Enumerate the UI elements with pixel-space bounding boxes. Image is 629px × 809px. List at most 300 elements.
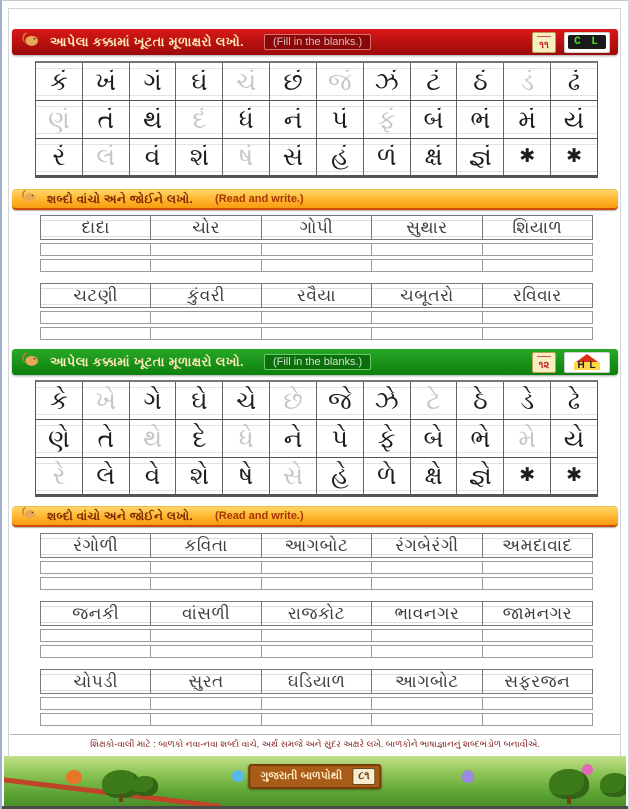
word-label: વાંસળી: [182, 603, 231, 623]
letter-grid-anusvara: [35, 61, 598, 178]
writing-line[interactable]: [40, 561, 593, 574]
printed-letter: ણે: [48, 424, 70, 453]
trace-letter: ચં: [236, 67, 257, 96]
printed-letter: ળે: [376, 462, 397, 490]
word-box: [41, 284, 151, 307]
trace-letter: છે: [283, 386, 303, 415]
letter-cell: [504, 382, 551, 419]
letter-cell: [130, 382, 177, 419]
letter-cell: [270, 420, 317, 457]
letter-cell: [83, 63, 130, 100]
letter-cell: [457, 420, 504, 457]
writing-segment[interactable]: [41, 562, 151, 573]
writing-segment[interactable]: [262, 312, 372, 323]
writing-segment[interactable]: [151, 312, 261, 323]
writing-line[interactable]: [40, 629, 593, 642]
writing-segment[interactable]: [151, 646, 261, 657]
writing-segment[interactable]: [151, 562, 261, 573]
letter-cell: [36, 63, 83, 100]
classwork-label: C L: [568, 35, 606, 49]
letter-cell: [551, 139, 597, 175]
word-box: [151, 534, 261, 557]
writing-segment[interactable]: [262, 562, 372, 573]
word-box: [372, 284, 482, 307]
word-row: [40, 215, 593, 240]
section-subtitle-english: (Read and write.): [215, 193, 304, 205]
letter-cell: [457, 382, 504, 419]
squirrel-icon: [20, 188, 37, 210]
writing-segment[interactable]: [262, 698, 372, 709]
printed-letter: ઝં: [374, 67, 399, 96]
printed-letter: ફે: [377, 424, 396, 453]
header-read-write-1: [12, 189, 618, 210]
word-box: [483, 216, 592, 239]
word-box: [41, 216, 151, 239]
letter-cell: [176, 63, 223, 100]
squirrel-icon: [20, 350, 40, 375]
printed-letter: છં: [283, 67, 303, 96]
letter-cell: [317, 139, 364, 175]
word-box: [372, 534, 482, 557]
letter-cell: [411, 420, 458, 457]
rooster-icon: [66, 770, 82, 784]
lesson-number-badge: ૧૨: [532, 352, 556, 373]
word-label: રાજકોટ: [287, 603, 346, 623]
letter-cell: [317, 382, 364, 419]
printed-letter: ક્ષં: [424, 143, 443, 171]
trace-letter-cell[interactable]: [130, 420, 177, 457]
printed-letter: પં: [331, 105, 348, 134]
letter-cell: [457, 458, 504, 494]
letter-cell: [504, 101, 551, 138]
letter-cell: [83, 101, 130, 138]
word-box: [372, 602, 482, 625]
section-title: આપેલા કક્કામાં ખૂટતા મૂળાક્ષરો લખો.: [50, 34, 244, 49]
letter-cell: [176, 139, 223, 175]
printed-letter: ડે: [520, 386, 535, 415]
grid-row: [36, 101, 597, 139]
printed-letter: જ્ઞં: [468, 143, 492, 171]
word-box: [483, 670, 592, 693]
writing-line[interactable]: [40, 243, 593, 256]
letter-grid-e-matra: [35, 380, 598, 497]
printed-letter: ઘે: [191, 386, 208, 415]
asterisk-mark: ✱: [566, 146, 582, 167]
printed-letter: ળં: [376, 143, 397, 171]
writing-segment[interactable]: [372, 328, 482, 339]
letter-cell: [504, 458, 551, 494]
trace-letter: મે: [518, 424, 537, 453]
printed-letter: યં: [563, 105, 585, 134]
trace-letter-cell[interactable]: [317, 63, 364, 100]
printed-letter: જ્ઞે: [468, 462, 492, 490]
printed-letter: ઠં: [473, 67, 488, 96]
letter-cell: [36, 139, 83, 175]
header-read-write-2: [12, 506, 618, 527]
trace-letter-cell[interactable]: [270, 458, 317, 494]
letter-cell: [317, 101, 364, 138]
writing-line[interactable]: [40, 697, 593, 710]
trace-letter: ષં: [239, 143, 254, 171]
writing-line[interactable]: [40, 577, 593, 590]
lesson-number-badge: ૧૧: [532, 32, 556, 53]
section-title: શબ્દો વાંચો અને જોઈને લખો.: [47, 191, 194, 206]
trace-letter-cell[interactable]: [223, 420, 270, 457]
writing-segment[interactable]: [483, 630, 592, 641]
section-subtitle-english: (Read and write.): [215, 510, 304, 522]
word-practice-area-2: [40, 533, 593, 729]
word-box: [483, 284, 592, 307]
writing-segment[interactable]: [262, 328, 372, 339]
tree-icon: [132, 776, 158, 796]
printed-letter: પે: [331, 424, 348, 453]
writing-segment[interactable]: [483, 244, 592, 255]
bird-icon-purple: [462, 770, 474, 783]
writing-segment[interactable]: [483, 562, 592, 573]
printed-letter: હં: [330, 143, 349, 171]
word-label: કવિતા: [184, 535, 228, 555]
trace-letter: થે: [142, 424, 163, 453]
book-title: ગુજરાતી બાળપોથી: [260, 770, 343, 782]
word-practice-area-1: [40, 215, 593, 343]
printed-letter: કે: [50, 386, 68, 415]
header-fill-blanks-1: [12, 29, 618, 55]
trace-letter: ટે: [426, 386, 441, 415]
word-label: ચોર: [192, 217, 220, 237]
printed-letter: ગં: [143, 67, 162, 96]
writing-segment[interactable]: [262, 260, 372, 271]
word-box: [262, 670, 372, 693]
word-box: [262, 216, 372, 239]
word-box: [483, 534, 592, 557]
word-label: અમદાવાદ: [502, 535, 573, 555]
letter-cell: [411, 101, 458, 138]
trace-letter-cell[interactable]: [83, 382, 130, 419]
asterisk-mark: ✱: [519, 146, 536, 167]
word-box: [151, 284, 261, 307]
trace-letter: લં: [96, 143, 116, 171]
writing-segment[interactable]: [372, 562, 482, 573]
letter-cell: [457, 139, 504, 175]
trace-letter: દં: [192, 105, 207, 134]
trace-letter-cell[interactable]: [504, 420, 551, 457]
word-label: રંગબેરંગી: [395, 535, 459, 555]
teacher-note: શિક્ષકો-વાલી માટે : બાળકો નવા-નવા શબ્દો વાંચે, અર્થ સમજે અને સુંદર અક્ષરે લખે. બાળકોને ભાષાજ્ઞાનનું શબ્દભંડોળ બનાવીએ.: [90, 739, 540, 749]
printed-letter: ભે: [470, 424, 491, 453]
trace-letter-cell[interactable]: [364, 101, 411, 138]
letter-cell: [130, 63, 177, 100]
letter-cell: [364, 458, 411, 494]
printed-letter: તં: [97, 105, 115, 134]
homework-badge: [564, 352, 610, 373]
letter-cell: [551, 458, 597, 494]
word-box: [262, 534, 372, 557]
grid-row: [36, 420, 597, 458]
trace-letter: જં: [328, 67, 352, 96]
word-box: [262, 602, 372, 625]
writing-segment[interactable]: [372, 260, 482, 271]
writing-segment[interactable]: [372, 646, 482, 657]
printed-letter: ખં: [95, 67, 117, 96]
writing-segment[interactable]: [151, 630, 261, 641]
writing-segment[interactable]: [483, 714, 592, 725]
word-label: જામનગર: [502, 603, 573, 623]
word-box: [483, 602, 592, 625]
trace-letter: સે: [282, 462, 304, 490]
trace-letter: ફં: [377, 105, 396, 134]
writing-segment[interactable]: [483, 698, 592, 709]
trace-letter: ડં: [520, 67, 535, 96]
trace-letter: ખે: [95, 386, 117, 415]
printed-letter: યે: [563, 424, 585, 453]
trace-letter: ધે: [238, 424, 254, 453]
printed-letter: ક્ષે: [424, 462, 443, 490]
writing-segment[interactable]: [41, 328, 151, 339]
tree-trunk: [567, 796, 571, 804]
trace-letter-cell[interactable]: [270, 382, 317, 419]
butterfly-icon-blue: [232, 770, 244, 782]
letter-cell: [176, 458, 223, 494]
word-row: [40, 669, 593, 694]
trace-letter-cell[interactable]: [223, 139, 270, 175]
letter-cell: [176, 420, 223, 457]
word-box: [262, 284, 372, 307]
writing-segment[interactable]: [483, 646, 592, 657]
letter-cell: [551, 382, 597, 419]
printed-letter: ઘં: [191, 67, 208, 96]
letter-cell: [411, 139, 458, 175]
printed-letter: ટં: [426, 67, 441, 96]
printed-letter: ગે: [143, 386, 162, 415]
letter-cell: [551, 63, 597, 100]
word-label: સુથાર: [406, 217, 448, 237]
writing-segment[interactable]: [41, 714, 151, 725]
section-subtitle-english: (Fill in the blanks.): [264, 354, 371, 370]
word-label: સુરત: [188, 671, 224, 691]
letter-cell: [83, 420, 130, 457]
squirrel-icon: [20, 30, 40, 55]
letter-cell: [504, 139, 551, 175]
letter-cell: [364, 139, 411, 175]
book-title-banner: [248, 764, 381, 789]
letter-cell: [223, 382, 270, 419]
printed-letter: હે: [330, 462, 349, 490]
writing-segment[interactable]: [151, 260, 261, 271]
trace-letter-cell[interactable]: [504, 63, 551, 100]
trace-letter-cell[interactable]: [176, 101, 223, 138]
word-box: [41, 670, 151, 693]
footer-divider: [10, 734, 620, 735]
writing-segment[interactable]: [151, 244, 261, 255]
trace-letter: રે: [52, 462, 66, 490]
letter-cell: [411, 63, 458, 100]
letter-cell: [551, 101, 597, 138]
trace-letter-cell[interactable]: [36, 458, 83, 494]
printed-letter: ઢં: [567, 67, 581, 96]
writing-segment[interactable]: [483, 260, 592, 271]
letter-cell: [270, 139, 317, 175]
asterisk-mark: ✱: [566, 465, 582, 486]
word-box: [151, 602, 261, 625]
printed-letter: સં: [282, 143, 304, 171]
row-gap: [40, 593, 593, 601]
trace-letter-cell[interactable]: [83, 139, 130, 175]
word-label: દાદા: [81, 217, 110, 237]
asterisk-mark: ✱: [519, 465, 536, 486]
word-label: ચટણી: [73, 285, 119, 305]
writing-segment[interactable]: [151, 578, 261, 589]
word-row: [40, 601, 593, 626]
writing-segment[interactable]: [151, 714, 261, 725]
grid-row: [36, 458, 597, 496]
word-label: રંગોળી: [73, 535, 119, 555]
printed-letter: ઝે: [374, 386, 399, 415]
tree-trunk: [119, 794, 123, 802]
grid-row: [36, 139, 597, 177]
letter-cell: [223, 458, 270, 494]
word-label: ઘડિયાળ: [287, 671, 346, 691]
trace-letter-cell[interactable]: [223, 63, 270, 100]
letter-cell: [36, 382, 83, 419]
tree-icon: [600, 773, 626, 797]
word-label: રવૈયા: [297, 285, 336, 305]
word-label: ગોપી: [299, 217, 334, 237]
word-label: આગબોટ: [395, 671, 459, 691]
letter-cell: [457, 101, 504, 138]
writing-line[interactable]: [40, 645, 593, 658]
word-label: રવિવાર: [512, 285, 562, 305]
letter-cell: [130, 458, 177, 494]
word-row: [40, 533, 593, 558]
letter-cell: [83, 458, 130, 494]
letter-cell: [551, 420, 597, 457]
word-box: [41, 602, 151, 625]
row-gap: [40, 275, 593, 283]
printed-letter: કં: [50, 67, 68, 96]
word-box: [151, 670, 261, 693]
writing-segment[interactable]: [483, 328, 592, 339]
writing-segment[interactable]: [262, 646, 372, 657]
section-title: આપેલા કક્કામાં ખૂટતા મૂળાક્ષરો લખો.: [50, 354, 244, 369]
writing-line[interactable]: [40, 327, 593, 340]
word-box: [151, 216, 261, 239]
letter-cell: [270, 63, 317, 100]
writing-segment[interactable]: [372, 714, 482, 725]
printed-letter: ભં: [470, 105, 491, 134]
printed-letter: તે: [97, 424, 115, 453]
writing-segment[interactable]: [41, 630, 151, 641]
printed-letter: જે: [328, 386, 352, 415]
butterfly-icon-pink: [582, 764, 593, 775]
word-row: [40, 283, 593, 308]
printed-letter: લે: [96, 462, 116, 490]
printed-letter: શે: [189, 462, 210, 490]
printed-letter: વં: [144, 143, 161, 171]
printed-letter: ષે: [239, 462, 254, 490]
writing-segment[interactable]: [372, 578, 482, 589]
word-label: ચોપડી: [73, 671, 118, 691]
trace-letter-cell[interactable]: [411, 382, 458, 419]
printed-letter: બં: [423, 105, 444, 134]
section-title: શબ્દો વાંચો અને જોઈને લખો.: [47, 508, 194, 523]
printed-letter: મં: [518, 105, 537, 134]
writing-segment[interactable]: [262, 578, 372, 589]
word-box: [372, 670, 482, 693]
printed-letter: રં: [52, 143, 66, 171]
printed-letter: ધં: [238, 105, 254, 134]
printed-letter: નં: [283, 105, 303, 134]
writing-line[interactable]: [40, 311, 593, 324]
writing-segment[interactable]: [41, 578, 151, 589]
letter-cell: [176, 382, 223, 419]
word-label: આગબોટ: [284, 535, 349, 555]
letter-cell: [130, 101, 177, 138]
grass-illustration: [4, 756, 626, 807]
writing-segment[interactable]: [262, 630, 372, 641]
printed-letter: ઢે: [567, 386, 581, 415]
word-box: [372, 216, 482, 239]
writing-segment[interactable]: [41, 312, 151, 323]
word-label: ભાવનગર: [394, 603, 460, 623]
writing-segment[interactable]: [151, 698, 261, 709]
writing-line[interactable]: [40, 713, 593, 726]
writing-line[interactable]: [40, 259, 593, 272]
word-label: ચબૂતરો: [400, 285, 454, 305]
squirrel-icon: [20, 505, 37, 527]
word-label: કુંવરી: [187, 285, 225, 305]
writing-segment[interactable]: [372, 698, 482, 709]
trace-letter-cell[interactable]: [36, 101, 83, 138]
writing-segment[interactable]: [372, 312, 482, 323]
writing-segment[interactable]: [372, 630, 482, 641]
writing-segment[interactable]: [483, 312, 592, 323]
writing-segment[interactable]: [41, 698, 151, 709]
word-box: [41, 534, 151, 557]
letter-cell: [364, 63, 411, 100]
letter-cell: [223, 101, 270, 138]
letter-cell: [364, 420, 411, 457]
writing-segment[interactable]: [372, 244, 482, 255]
writing-segment[interactable]: [483, 578, 592, 589]
printed-letter: ચે: [236, 386, 257, 415]
section-subtitle-english: (Fill in the blanks.): [264, 34, 371, 50]
page-number: ૮૧: [352, 768, 375, 785]
writing-segment[interactable]: [262, 244, 372, 255]
word-label: જનકી: [72, 603, 120, 623]
letter-cell: [317, 420, 364, 457]
letter-cell: [411, 458, 458, 494]
writing-segment[interactable]: [41, 646, 151, 657]
homework-label: H L: [574, 362, 599, 370]
writing-segment[interactable]: [262, 714, 372, 725]
row-gap: [40, 661, 593, 669]
printed-letter: વે: [144, 462, 161, 490]
printed-letter: દે: [192, 424, 207, 453]
classwork-badge: [564, 32, 610, 53]
writing-segment[interactable]: [41, 260, 151, 271]
header-fill-blanks-2: [12, 349, 618, 375]
grid-row: [36, 63, 597, 101]
word-label: સફરજન: [504, 671, 571, 691]
letter-cell: [36, 420, 83, 457]
letter-cell: [364, 382, 411, 419]
writing-segment[interactable]: [151, 328, 261, 339]
printed-letter: થં: [142, 105, 163, 134]
letter-cell: [130, 139, 177, 175]
printed-letter: બે: [423, 424, 444, 453]
writing-segment[interactable]: [41, 244, 151, 255]
letter-cell: [270, 101, 317, 138]
